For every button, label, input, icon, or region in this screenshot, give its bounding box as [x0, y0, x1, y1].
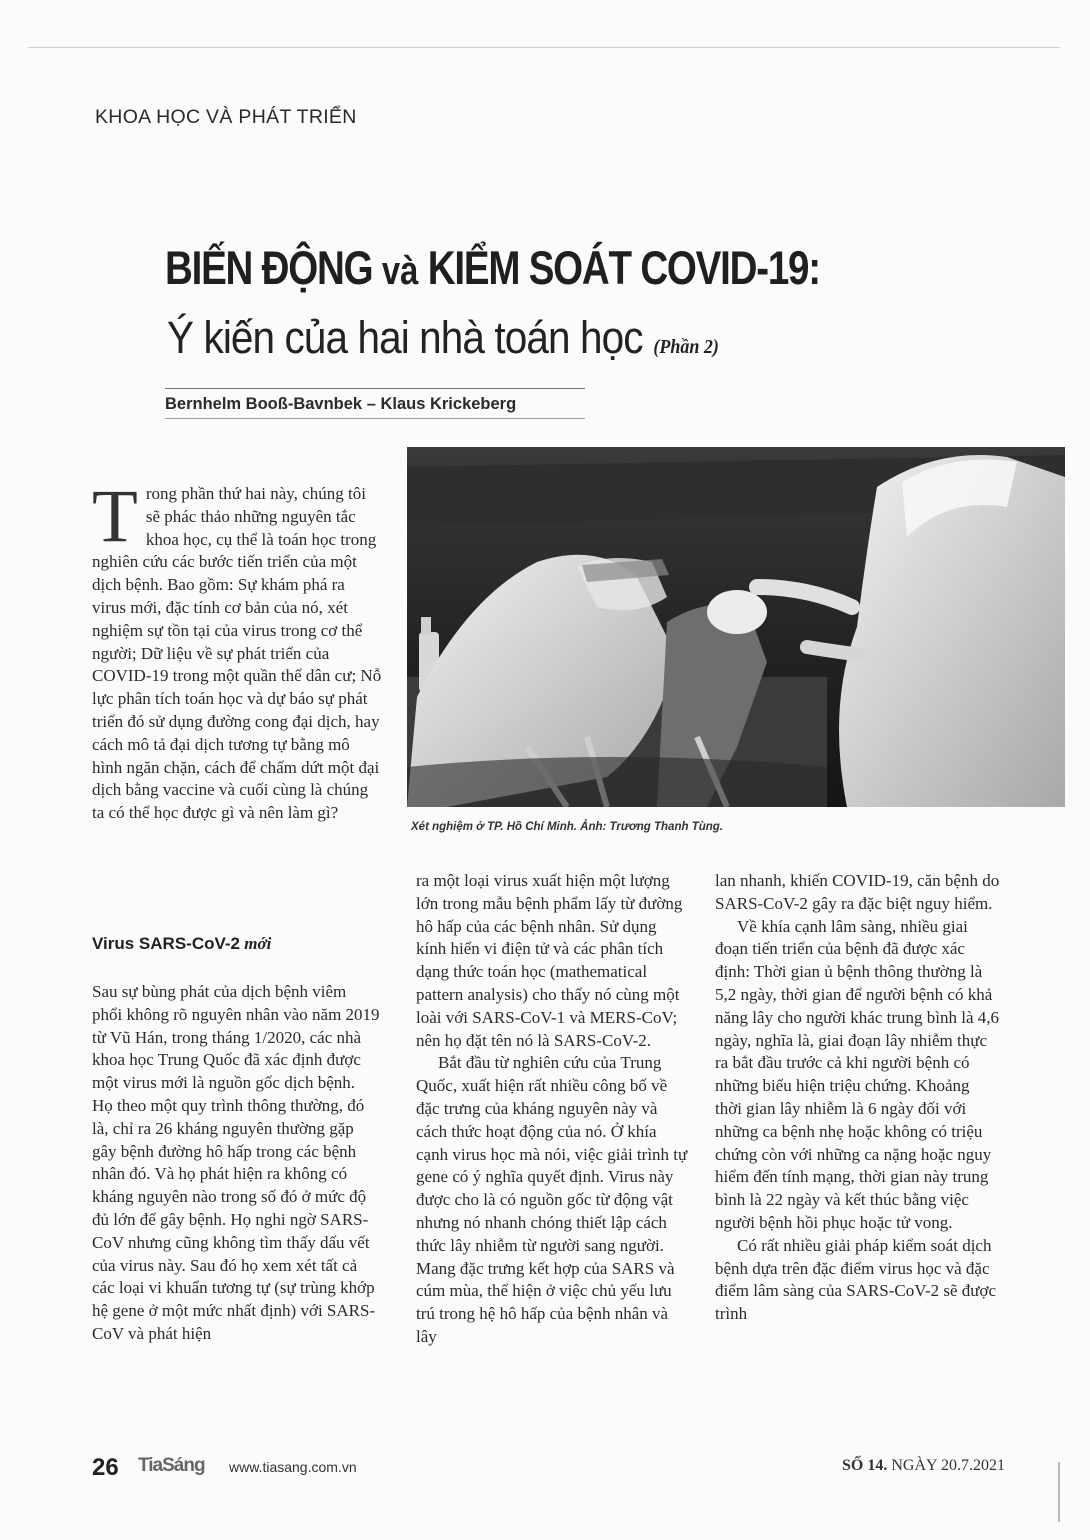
title-part-b: và: [381, 249, 419, 293]
page-number: 26: [92, 1454, 119, 1481]
title-part-a: BIẾN ĐỘNG: [165, 241, 373, 294]
paragraph: Có rất nhiều giải pháp kiểm soát dịch bệnh dựa trên đặc điểm virus học và đặc điểm lâm sàng của SARS-CoV-2 sẽ được trình: [715, 1235, 997, 1324]
article-photo: [407, 447, 1065, 807]
authors: Bernhelm Booß-Bavnbek – Klaus Krickeberg: [165, 395, 517, 413]
top-rule: [28, 47, 1060, 48]
photo-caption: Xét nghiệm ở TP. Hồ Chí Minh. Ảnh: Trương Thanh Tùng.: [411, 821, 723, 833]
paragraph: Về khía cạnh lâm sàng, nhiều giai đoạn tiến triển của bệnh đã được xác định: Thời gian ủ bệnh thông thường là 5,2 ngày, thời gian để người bệnh có khả năng lây cho người khác trung bình là 4,6 ngày, nghĩa là, giai đoạn lây nhiễm thực ra bắt đầu trước cả khi người bệnh có những biểu hiện triệu chứng. Khoảng thời gian lây nhiễm là 6 ngày đối với những ca bệnh nhẹ hoặc không có triệu chứng còn với những ca nặng hoặc nguy hiểm đến tính mạng, thời gian này trung bình là 22 ngày và kết thúc bằng việc người bệnh hồi phục hoặc tử vong.: [715, 916, 1000, 1232]
drop-cap: T: [92, 475, 138, 558]
paragraph: Bắt đầu từ nghiên cứu của Trung Quốc, xuất hiện rất nhiều công bố về đặc trưng của kháng nguyên này và cách thức hoạt động của nó. Ở khía cạnh virus học mà nói, việc giải trình tự gene có ý nghĩa quyết định. Virus này được cho là có nguồn gốc từ động vật nhưng nó nhanh chóng thiết lập cách thức lây nhiễm từ người sang người. Mang đặc trưng kết hợp của SARS và cúm mùa, thể hiện ở việc chủ yếu lưu trú trong hệ hô hấp của bệnh nhân và lây: [416, 1053, 688, 1346]
subheading-new: mới: [244, 934, 272, 953]
article-title: [165, 240, 820, 295]
author-rule-bottom: [165, 418, 585, 419]
issue-date: NGÀY 20.7.2021: [891, 1457, 1005, 1474]
section-header: KHOA HỌC VÀ PHÁT TRIỂN: [95, 106, 357, 128]
column-1: [92, 981, 380, 1346]
column-2: [416, 870, 688, 1349]
issue-info: [842, 1457, 1005, 1475]
title-part-c: KIỂM SOÁT COVID-19:: [427, 241, 820, 294]
subheading-virus: Virus SARS-CoV-2: [92, 934, 241, 953]
website-url: www.tiasang.com.vn: [229, 1459, 357, 1475]
author-rule-top: [165, 388, 585, 389]
issue-number: SỐ 14.: [842, 1457, 888, 1474]
subheading: [92, 934, 271, 954]
paragraph: lan nhanh, khiến COVID-19, căn bệnh do SARS-CoV-2 gây ra đặc biệt nguy hiểm.: [715, 871, 1000, 913]
subtitle-text: Ý kiến của hai nhà toán học: [167, 312, 643, 363]
paragraph: Sau sự bùng phát của dịch bệnh viêm phổi không rõ nguyên nhân vào năm 2019 từ Vũ Hán, trong tháng 1/2020, các nhà khoa học Trung Quốc đã xác định được một virus mới là nguồn gốc dịch bệnh. Họ theo một quy trình thông thường, đó là, chỉ ra 26 kháng nguyên thường gặp gây bệnh đường hô hấp trong các bệnh nhân đó. Và họ phát hiện ra không có kháng nguyên nào trong số đó ở mức độ đủ lớn để gây bệnh. Họ nghi ngờ SARS-CoV nhưng cũng không tìm thấy dấu vết của virus này. Sau đó họ xem xét tất cả các loại vi khuẩn tương tự (sự trùng khớp hệ gene ở một mức nhất định) với SARS-CoV và phát hiện: [92, 982, 380, 1343]
edge-mark: [1058, 1462, 1060, 1522]
intro-paragraph: [92, 475, 382, 825]
column-3: [715, 870, 1000, 1326]
paragraph: ra một loại virus xuất hiện một lượng lớn trong mẫu bệnh phẩm lấy từ đường hô hấp của các bệnh nhân. Sử dụng kính hiển vi điện tử và các phân tích dạng thức toán học (mathematical pattern analysis) cho thấy nó cùng một loài với SARS-CoV-1 và MERS-CoV; nên họ đặt tên nó là SARS-CoV-2.: [416, 871, 683, 1050]
part-label: (Phần 2): [653, 336, 719, 358]
article-subtitle: [167, 312, 719, 364]
magazine-logo: TiaSáng: [138, 1455, 205, 1476]
intro-text: rong phần thứ hai này, chúng tôi sẽ phác thảo những nguyên tắc khoa học, cụ thể là toán học trong nghiên cứu các bước tiến triển của một dịch bệnh. Bao gồm: Sự khám phá ra virus mới, đặc tính cơ bản của nó, xét nghiệm sự tồn tại của virus trong cơ thể người; Dữ liệu về sự phát triển của COVID-19 trong một quần thể dân cư; Nỗ lực phân tích toán học và dự báo sự phát triển đó sử dụng đường cong đại dịch, hay cách mô tả đại dịch tương tự bằng mô hình ngăn chặn, cách để chấm dứt một đại dịch bằng vaccine và cuối cùng là chúng ta có thể học được gì và nên làm gì?: [92, 484, 382, 823]
